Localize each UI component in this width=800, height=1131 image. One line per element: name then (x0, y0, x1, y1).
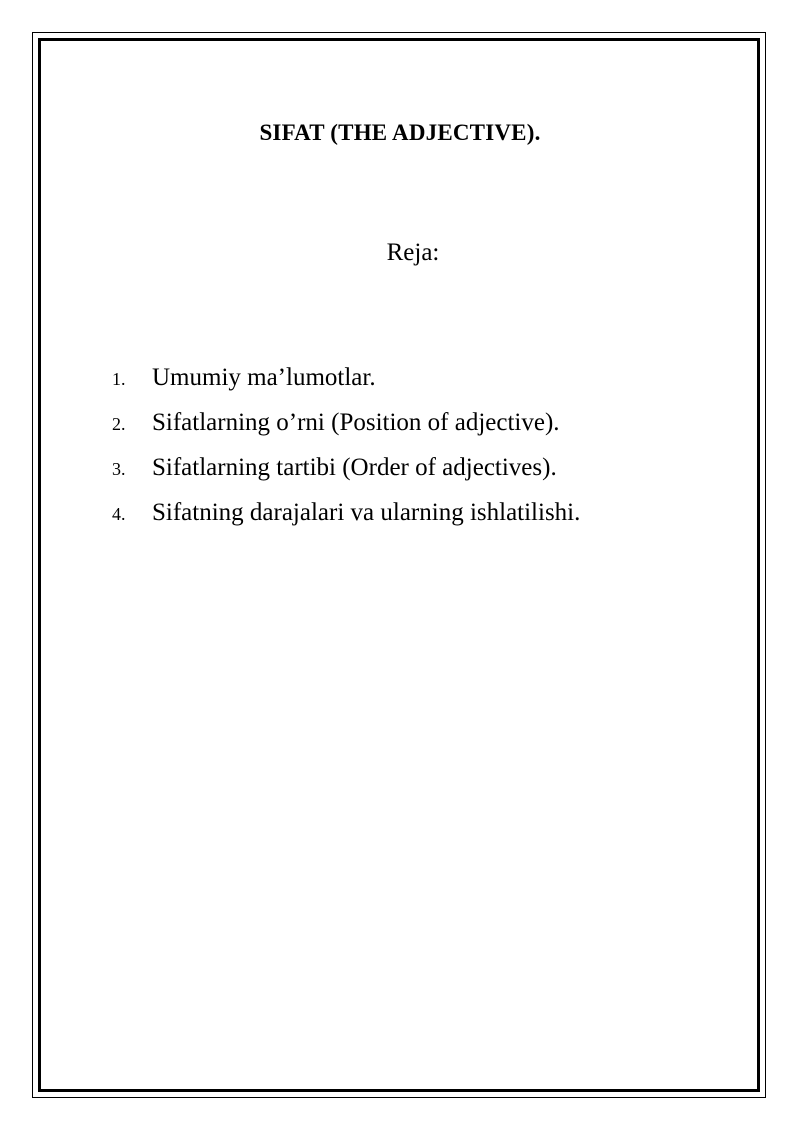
plan-item-number: 1. (112, 369, 126, 389)
plan-item-text: Sifatlarning tartibi (Order of adjectives). (152, 454, 557, 481)
plan-list (112, 362, 580, 542)
plan-item-text: Sifatning darajalari va ularning ishlatilishi. (152, 499, 581, 526)
plan-heading: Reja: (386, 239, 440, 266)
document-title: SIFAT (THE ADJECTIVE). (259, 120, 541, 145)
plan-item-number: 2. (112, 414, 126, 434)
plan-item-3 (112, 452, 580, 497)
plan-item-2 (112, 407, 580, 452)
page-border-inner (38, 38, 760, 1092)
plan-item-4 (112, 497, 580, 542)
plan-item-number: 3. (112, 459, 126, 479)
plan-item-text: Umumiy ma’lumotlar. (152, 364, 376, 391)
plan-item-text: Sifatlarning o’rni (Position of adjective). (152, 409, 560, 436)
plan-item-number: 4. (112, 504, 126, 524)
plan-item-1 (112, 362, 580, 407)
